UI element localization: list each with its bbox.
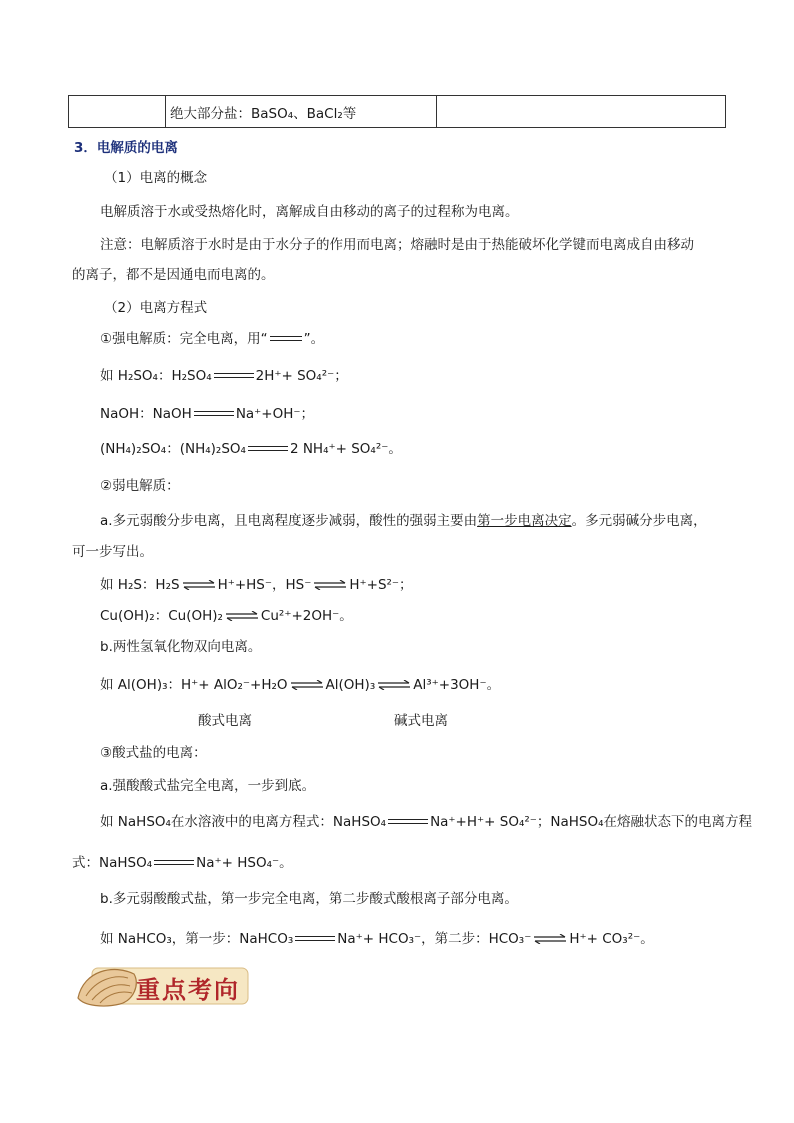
example-aloh3 [100, 673, 500, 693]
example-nahco3 [100, 927, 654, 947]
weak-a-text: a.多元弱酸分步电离，且电离程度逐步减弱，酸性的强弱主要由 [100, 513, 478, 529]
banner-title: 重点考向 [136, 975, 240, 1004]
table-cell-empty [437, 96, 726, 128]
weak-a-underlined: 第一步电离决定 [477, 513, 572, 529]
weak-a-line1 [100, 509, 707, 529]
example-nahso4-line2 [72, 851, 293, 871]
example-h2so4 [100, 364, 348, 384]
section-title: 3．电解质的电离 [74, 140, 178, 156]
weak-a-line2: 可一步写出。 [72, 544, 153, 560]
concept-heading: （1）电离的概念 [104, 170, 208, 186]
concept-note-line2: 的离子，都不是因通电而电离的。 [72, 267, 275, 283]
h2so4-left: 如 H₂SO₄：H₂SO₄ [100, 368, 212, 384]
h2s-right: H⁺+S²⁻； [349, 577, 413, 593]
equals-sign-icon [388, 817, 428, 827]
reversible-arrow-icon [533, 934, 567, 944]
example-nahso4-line1 [100, 810, 752, 830]
aloh3-right: Al³⁺+3OH⁻。 [413, 677, 501, 693]
example-h2s [100, 573, 413, 593]
nahco3-right: H⁺+ CO₃²⁻。 [569, 931, 654, 947]
nahso4-melt-left: 式：NaHSO₄ [72, 855, 153, 871]
base-ionization-label: 碱式电离 [394, 713, 448, 729]
reversible-arrow-icon [377, 680, 411, 690]
table-cell-examples: 绝大部分盐：BaSO₄、BaCl₂等 [166, 96, 437, 128]
strong-electrolyte-line [100, 327, 324, 347]
cuoh2-left: Cu(OH)₂：Cu(OH)₂ [100, 608, 223, 624]
concept-note-line1: 注意：电解质溶于水时是由于水分子的作用而电离；熔融时是由于热能破坏化学键而电离成自由移动 [100, 237, 694, 253]
weak-a-text-end: 。多元弱碱分步电离， [571, 513, 707, 529]
example-nh4so4 [100, 437, 402, 457]
example-naoh [100, 402, 314, 422]
equals-sign-icon [214, 371, 254, 381]
nahso4-melt-right: Na⁺+ HSO₄⁻。 [196, 855, 293, 871]
h2s-middle: H⁺+HS⁻，HS⁻ [217, 577, 312, 593]
equals-sign-icon [194, 409, 234, 419]
cuoh2-right: Cu²⁺+2OH⁻。 [260, 608, 353, 624]
strong-title: ①强电解质：完全电离，用“ [100, 331, 268, 347]
reversible-arrow-icon [290, 680, 324, 690]
aloh3-middle: Al(OH)₃ [325, 677, 376, 693]
reversible-arrow-icon [225, 611, 259, 621]
nahco3-middle: Na⁺+ HCO₃⁻，第二步：HCO₃⁻ [337, 931, 532, 947]
equals-sign-icon [270, 334, 302, 344]
nh4so4-left: (NH₄)₂SO₄：(NH₄)₂SO₄ [100, 441, 246, 457]
weak-electrolyte-title: ②弱电解质： [100, 478, 180, 494]
table-cell-category [69, 96, 166, 128]
acid-salt-b: b.多元弱酸酸式盐，第一步完全电离，第二步酸式酸根离子部分电离。 [100, 891, 518, 907]
equals-sign-icon [295, 934, 335, 944]
reversible-arrow-icon [313, 580, 347, 590]
nh4so4-right: 2 NH₄⁺+ SO₄²⁻。 [289, 441, 402, 457]
naoh-right: Na⁺+OH⁻； [235, 406, 315, 422]
equals-sign-icon [248, 444, 288, 454]
concept-definition: 电解质溶于水或受热熔化时，离解成自由移动的离子的过程称为电离。 [100, 204, 519, 220]
aloh3-left: 如 Al(OH)₃：H⁺+ AlO₂⁻+H₂O [100, 677, 288, 693]
example-cuoh2 [100, 604, 353, 624]
table-row [69, 96, 726, 128]
acid-ionization-label: 酸式电离 [198, 713, 252, 729]
salt-table [68, 95, 726, 128]
nahso4-right: Na⁺+H⁺+ SO₄²⁻；NaHSO₄在熔融状态下的电离方程 [430, 814, 753, 830]
strong-title-end: ”。 [303, 331, 325, 347]
key-topic-banner [74, 960, 252, 1010]
nahso4-left: 如 NaHSO₄在水溶液中的电离方程式：NaHSO₄ [100, 814, 387, 830]
acid-salt-a: a.强酸酸式盐完全电离，一步到底。 [100, 778, 316, 794]
h2s-left: 如 H₂S：H₂S [100, 577, 180, 593]
equals-sign-icon [154, 858, 194, 868]
equation-heading: （2）电离方程式 [104, 300, 208, 316]
nahco3-left: 如 NaHCO₃，第一步：NaHCO₃ [100, 931, 294, 947]
acid-salt-title: ③酸式盐的电离： [100, 745, 207, 761]
reversible-arrow-icon [182, 580, 216, 590]
h2so4-right: 2H⁺+ SO₄²⁻； [255, 368, 348, 384]
naoh-left: NaOH：NaOH [100, 406, 192, 422]
weak-b-text: b.两性氢氧化物双向电离。 [100, 639, 262, 655]
